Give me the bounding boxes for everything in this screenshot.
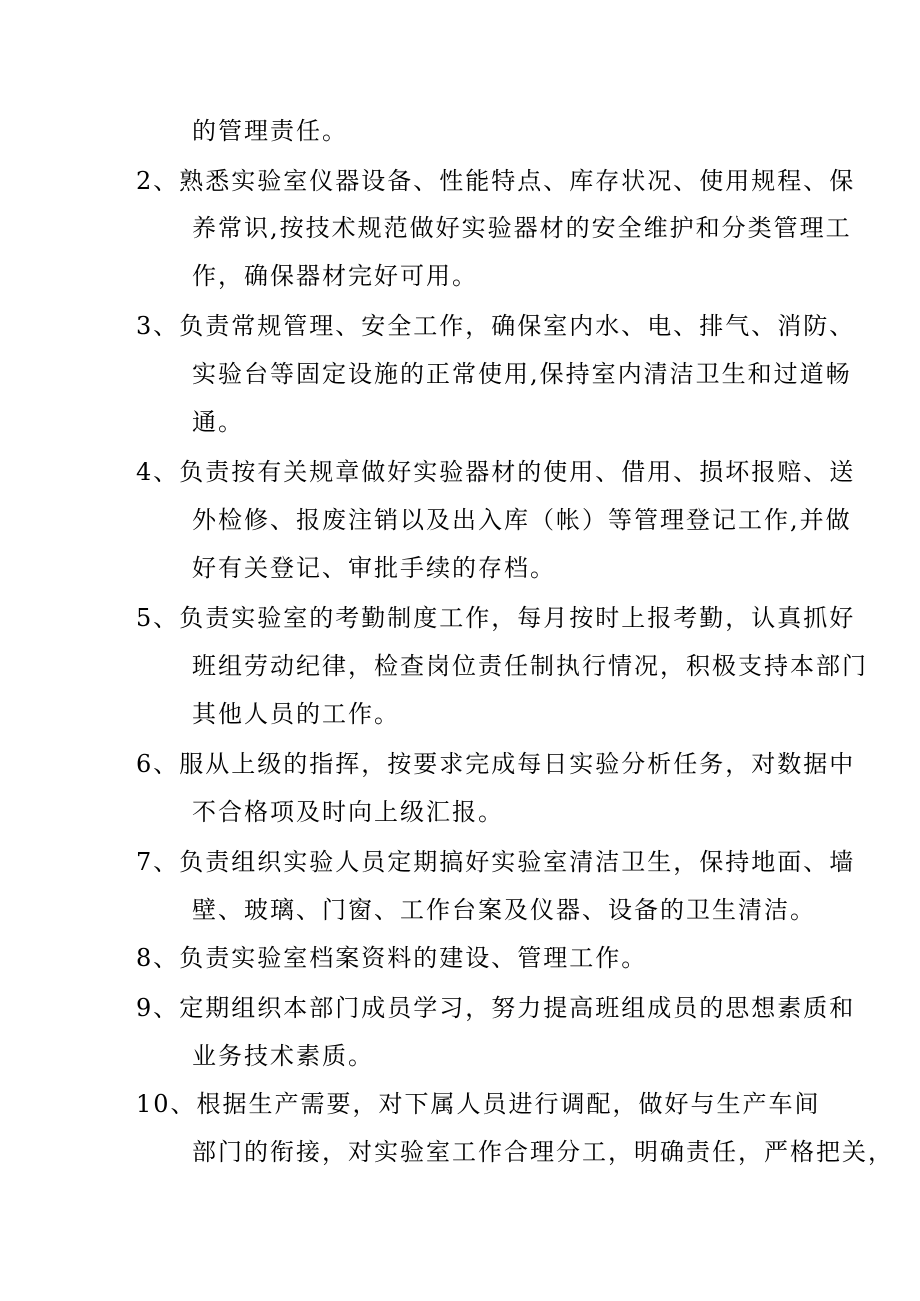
text-line-15: 不合格项及时向上级汇报。 [192,798,504,826]
text-line-2: 2、熟悉实验室仪器设备、性能特点、库存状况、使用规程、保 [136,167,856,195]
text-line-18: 8、负责实验室档案资料的建设、管理工作。 [136,944,648,972]
text-line-3: 养常识,按技术规范做好实验器材的安全维护和分类管理工 [192,214,852,242]
text-line-8: 4、负责按有关规章做好实验器材的使用、借用、损坏报赔、送 [136,458,856,486]
text-line-22: 部门的衔接，对实验室工作合理分工，明确责任，严格把关， [192,1138,894,1166]
text-line-20: 业务技术素质。 [192,1042,374,1070]
text-line-7: 通。 [192,408,244,436]
text-line-9: 外检修、报废注销以及出入库（帐）等管理登记工作,并做 [192,506,852,534]
text-line-5: 3、负责常规管理、安全工作，确保室内水、电、排气、消防、 [136,312,856,340]
text-line-21: 10、根据生产需要，对下属人员进行调配，做好与生产车间 [136,1090,821,1118]
text-line-13: 其他人员的工作。 [192,700,400,728]
text-line-19: 9、定期组织本部门成员学习，努力提高班组成员的思想素质和 [136,994,856,1022]
text-line-12: 班组劳动纪律，检查岗位责任制执行情况，积极支持本部门 [192,652,868,680]
text-line-11: 5、负责实验室的考勤制度工作，每月按时上报考勤，认真抓好 [136,604,856,632]
text-line-1: 的管理责任。 [192,117,348,145]
text-line-14: 6、服从上级的指挥，按要求完成每日实验分析任务，对数据中 [136,750,856,778]
text-line-17: 壁、玻璃、门窗、工作台案及仪器、设备的卫生清洁。 [192,896,816,924]
text-line-10: 好有关登记、审批手续的存档。 [192,554,556,582]
text-line-16: 7、负责组织实验人员定期搞好实验室清洁卫生，保持地面、墙 [136,848,856,876]
text-line-4: 作，确保器材完好可用。 [192,262,478,290]
text-line-6: 实验台等固定设施的正常使用,保持室内清洁卫生和过道畅 [192,360,852,388]
